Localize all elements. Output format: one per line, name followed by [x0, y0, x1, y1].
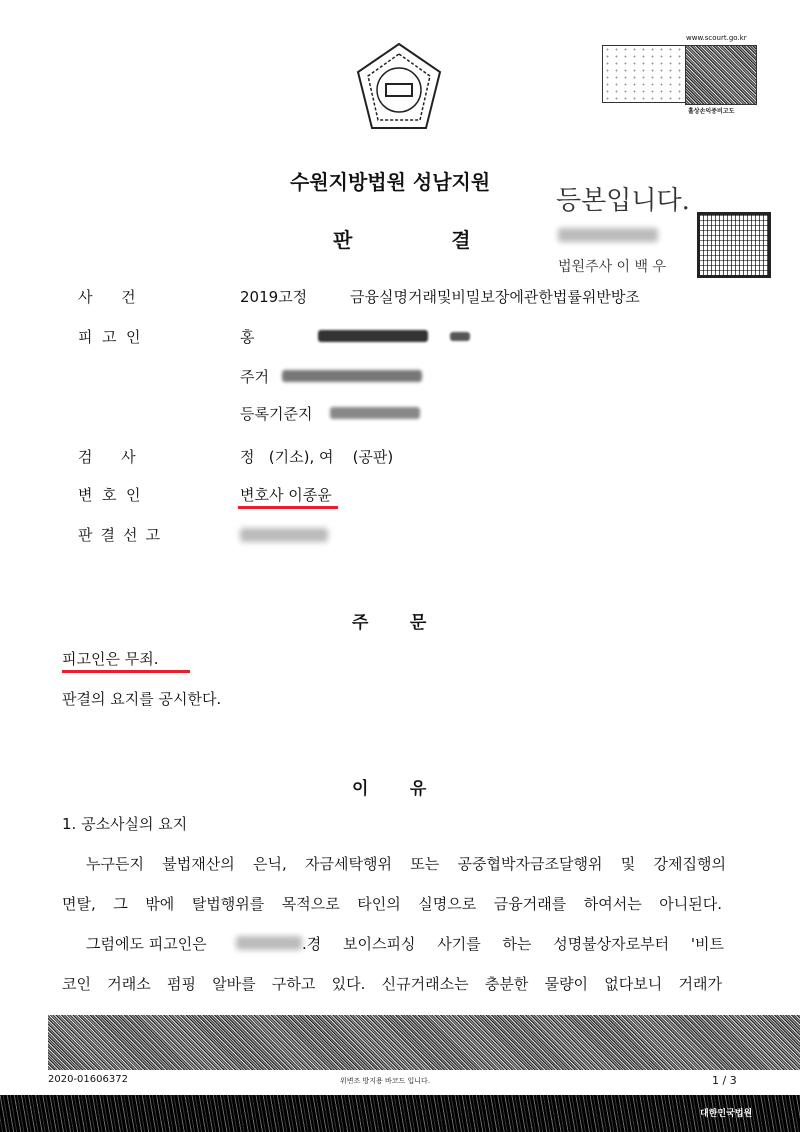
barcode-notice: 위변조 방지용 바코드 입니다.	[340, 1077, 431, 1085]
barcode-box	[602, 45, 686, 103]
redacted-date	[558, 228, 658, 242]
label-prosecutor: 검 사	[78, 448, 136, 466]
court-name: 수원지방법원 성남지원	[290, 170, 491, 194]
reason-line-3b: .경 보이스피싱 사기를 하는 성명불상자로부터 '비트	[302, 935, 724, 953]
court-seal	[697, 212, 771, 278]
label-verdict-date: 판결선고	[78, 526, 168, 544]
page-number: 1 / 3	[712, 1074, 737, 1087]
case-name: 금융실명거래및비밀보장에관한법률위반방조	[350, 288, 640, 306]
issuer-name: 대한민국법원	[700, 1109, 753, 1119]
label-defendant: 피 고 인	[78, 328, 141, 346]
document-type: 판 결	[333, 228, 471, 252]
label-address: 주거	[240, 368, 269, 386]
section-1-title: 1. 공소사실의 요지	[62, 815, 188, 833]
redacted-id-2	[450, 332, 470, 341]
label-counsel: 변 호 인	[78, 486, 141, 504]
counsel-name: 변호사 이종윤	[240, 486, 332, 504]
reason-line-2: 면탈, 그 밖에 탈법행위를 목적으로 타인의 실명으로 금융거래를 하여서는 아니된다.	[62, 895, 722, 913]
case-number: 2019고정	[240, 288, 308, 306]
defendant-name: 홍	[240, 328, 255, 346]
reason-line-1: 누구든지 불법재산의 은닉, 자금세탁행위 또는 공중협박자금조달행위 및 강제집행의	[86, 855, 726, 873]
redacted-address	[282, 370, 422, 382]
clerk-name: 법원주사 이 백 우	[558, 259, 667, 275]
verdict-line: 피고인은 무죄.	[62, 650, 159, 668]
barcode-url: www.scourt.go.kr	[686, 34, 747, 42]
bottom-band	[0, 1095, 800, 1132]
reasons-heading: 이 유	[352, 779, 427, 799]
certified-copy-stamp: 등본입니다.	[556, 186, 690, 216]
label-case: 사 건	[78, 288, 136, 306]
document-number: 2020-01606372	[48, 1074, 128, 1085]
reason-line-3a: 그럼에도 피고인은	[86, 935, 207, 953]
reason-line-4: 코인 거래소 펌핑 알바를 구하고 있다. 신규거래소는 충분한 물량이 없다보니 거래가	[62, 975, 722, 993]
verdict-underline	[62, 670, 190, 673]
redacted-verdict-date	[240, 528, 328, 542]
barcode-caption: 홀상손익중비고도	[688, 108, 735, 115]
redacted-offense-date	[236, 936, 302, 950]
order-line-2: 판결의 요지를 공시한다.	[62, 690, 222, 708]
prosecutors: 정 (기소), 여 (공판)	[240, 448, 394, 466]
redacted-id	[318, 330, 428, 342]
order-heading: 주 문	[352, 613, 427, 633]
counsel-underline	[238, 506, 338, 509]
anti-forgery-barcode	[48, 1015, 800, 1070]
barcode	[685, 45, 757, 105]
label-registry: 등록기준지	[240, 405, 313, 423]
redacted-registry	[330, 407, 420, 419]
court-emblem	[352, 40, 447, 135]
